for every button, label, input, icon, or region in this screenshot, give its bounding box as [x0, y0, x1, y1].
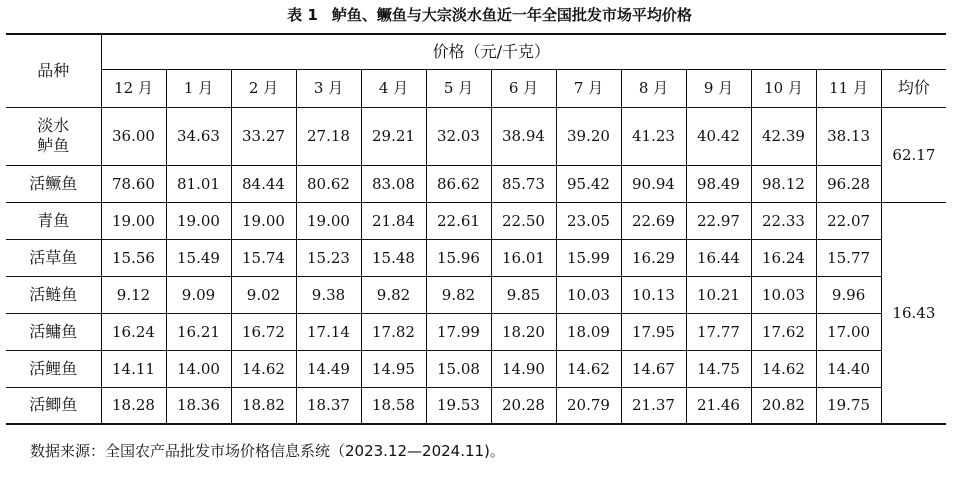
price-cell: 98.12 — [751, 165, 816, 202]
price-cell: 29.21 — [361, 107, 426, 165]
price-cell: 9.82 — [426, 276, 491, 313]
month-header: 9 月 — [686, 69, 751, 107]
price-cell: 21.37 — [621, 387, 686, 424]
price-cell: 18.28 — [101, 387, 166, 424]
price-cell: 86.62 — [426, 165, 491, 202]
table-row — [6, 387, 946, 424]
price-cell: 14.95 — [361, 350, 426, 387]
month-header: 1 月 — [166, 69, 231, 107]
price-cell: 10.03 — [556, 276, 621, 313]
price-cell: 15.99 — [556, 239, 621, 276]
price-cell: 14.62 — [751, 350, 816, 387]
month-header: 2 月 — [231, 69, 296, 107]
price-cell: 41.23 — [621, 107, 686, 165]
variety-name: 淡水鲈鱼 — [6, 107, 101, 165]
price-cell: 19.00 — [166, 202, 231, 239]
month-header: 4 月 — [361, 69, 426, 107]
price-cell: 18.20 — [491, 313, 556, 350]
price-cell: 17.77 — [686, 313, 751, 350]
variety-name: 活鳙鱼 — [6, 313, 101, 350]
price-cell: 9.02 — [231, 276, 296, 313]
price-cell: 21.46 — [686, 387, 751, 424]
month-header: 10 月 — [751, 69, 816, 107]
price-cell: 21.84 — [361, 202, 426, 239]
price-cell: 90.94 — [621, 165, 686, 202]
price-cell: 42.39 — [751, 107, 816, 165]
month-header: 8 月 — [621, 69, 686, 107]
price-cell: 16.01 — [491, 239, 556, 276]
price-cell: 81.01 — [166, 165, 231, 202]
price-cell: 15.77 — [816, 239, 881, 276]
price-cell: 20.82 — [751, 387, 816, 424]
price-cell: 15.74 — [231, 239, 296, 276]
price-cell: 10.03 — [751, 276, 816, 313]
price-cell: 16.24 — [751, 239, 816, 276]
variety-name: 活鲤鱼 — [6, 350, 101, 387]
table-row — [6, 165, 946, 202]
group-average-cell: 16.43 — [881, 202, 946, 424]
price-cell: 84.44 — [231, 165, 296, 202]
price-cell: 18.82 — [231, 387, 296, 424]
price-cell: 9.12 — [101, 276, 166, 313]
price-cell: 14.67 — [621, 350, 686, 387]
price-cell: 19.53 — [426, 387, 491, 424]
price-cell: 9.96 — [816, 276, 881, 313]
price-cell: 17.82 — [361, 313, 426, 350]
price-cell: 23.05 — [556, 202, 621, 239]
price-cell: 9.82 — [361, 276, 426, 313]
price-cell: 18.58 — [361, 387, 426, 424]
price-cell: 9.38 — [296, 276, 361, 313]
price-cell: 17.62 — [751, 313, 816, 350]
price-cell: 9.85 — [491, 276, 556, 313]
price-cell: 32.03 — [426, 107, 491, 165]
price-table — [6, 33, 946, 425]
price-cell: 18.37 — [296, 387, 361, 424]
price-cell: 22.69 — [621, 202, 686, 239]
price-cell: 15.96 — [426, 239, 491, 276]
price-cell: 80.62 — [296, 165, 361, 202]
price-cell: 16.24 — [101, 313, 166, 350]
price-cell: 18.09 — [556, 313, 621, 350]
table-row — [6, 313, 946, 350]
variety-name: 活鲫鱼 — [6, 387, 101, 424]
price-cell: 14.90 — [491, 350, 556, 387]
price-cell: 19.00 — [231, 202, 296, 239]
price-cell: 19.00 — [296, 202, 361, 239]
price-cell: 15.56 — [101, 239, 166, 276]
price-cell: 15.08 — [426, 350, 491, 387]
price-cell: 33.27 — [231, 107, 296, 165]
price-cell: 15.49 — [166, 239, 231, 276]
variety-name: 青鱼 — [6, 202, 101, 239]
price-cell: 83.08 — [361, 165, 426, 202]
price-cell: 98.49 — [686, 165, 751, 202]
price-header: 价格（元/千克） — [101, 34, 881, 69]
price-cell: 34.63 — [166, 107, 231, 165]
price-cell: 14.40 — [816, 350, 881, 387]
price-cell: 40.42 — [686, 107, 751, 165]
price-header-blank — [881, 34, 946, 69]
table-row — [6, 202, 946, 239]
variety-name: 活鲢鱼 — [6, 276, 101, 313]
price-cell: 17.99 — [426, 313, 491, 350]
price-cell: 14.62 — [556, 350, 621, 387]
price-cell: 19.75 — [816, 387, 881, 424]
table-row — [6, 107, 946, 165]
price-cell: 14.49 — [296, 350, 361, 387]
price-cell: 14.75 — [686, 350, 751, 387]
price-cell: 38.94 — [491, 107, 556, 165]
month-header: 7 月 — [556, 69, 621, 107]
price-cell: 10.21 — [686, 276, 751, 313]
price-cell: 14.11 — [101, 350, 166, 387]
month-header: 5 月 — [426, 69, 491, 107]
price-cell: 22.50 — [491, 202, 556, 239]
variety-name: 活鳜鱼 — [6, 165, 101, 202]
price-cell: 78.60 — [101, 165, 166, 202]
month-header: 3 月 — [296, 69, 361, 107]
price-cell: 16.21 — [166, 313, 231, 350]
price-cell: 85.73 — [491, 165, 556, 202]
price-cell: 19.00 — [101, 202, 166, 239]
group-average-cell: 62.17 — [881, 107, 946, 202]
price-cell: 96.28 — [816, 165, 881, 202]
table-row — [6, 276, 946, 313]
price-cell: 39.20 — [556, 107, 621, 165]
price-cell: 22.97 — [686, 202, 751, 239]
price-cell: 27.18 — [296, 107, 361, 165]
price-cell: 20.28 — [491, 387, 556, 424]
month-header: 6 月 — [491, 69, 556, 107]
price-cell: 15.23 — [296, 239, 361, 276]
table-row — [6, 239, 946, 276]
price-cell: 36.00 — [101, 107, 166, 165]
month-header: 11 月 — [816, 69, 881, 107]
table-title: 鲈鱼、鳜鱼与大宗淡水鱼近一年全国批发市场平均价格 — [331, 6, 692, 24]
table-number: 表 1 — [287, 6, 318, 24]
price-cell: 16.72 — [231, 313, 296, 350]
table-caption — [0, 4, 979, 26]
price-cell: 22.61 — [426, 202, 491, 239]
variety-header: 品种 — [6, 34, 101, 107]
price-cell: 95.42 — [556, 165, 621, 202]
price-cell: 17.00 — [816, 313, 881, 350]
table-row — [6, 350, 946, 387]
data-source-note: 数据来源：全国农产品批发市场价格信息系统（2023.12—2024.11)。 — [30, 442, 505, 460]
month-header: 12 月 — [101, 69, 166, 107]
variety-name: 活草鱼 — [6, 239, 101, 276]
price-cell: 22.33 — [751, 202, 816, 239]
price-cell: 15.48 — [361, 239, 426, 276]
price-cell: 14.62 — [231, 350, 296, 387]
price-cell: 38.13 — [816, 107, 881, 165]
average-header: 均价 — [881, 69, 946, 107]
price-cell: 16.44 — [686, 239, 751, 276]
price-cell: 22.07 — [816, 202, 881, 239]
price-cell: 9.09 — [166, 276, 231, 313]
price-cell: 14.00 — [166, 350, 231, 387]
price-cell: 10.13 — [621, 276, 686, 313]
price-cell: 18.36 — [166, 387, 231, 424]
price-cell: 20.79 — [556, 387, 621, 424]
price-cell: 16.29 — [621, 239, 686, 276]
price-cell: 17.95 — [621, 313, 686, 350]
price-cell: 17.14 — [296, 313, 361, 350]
